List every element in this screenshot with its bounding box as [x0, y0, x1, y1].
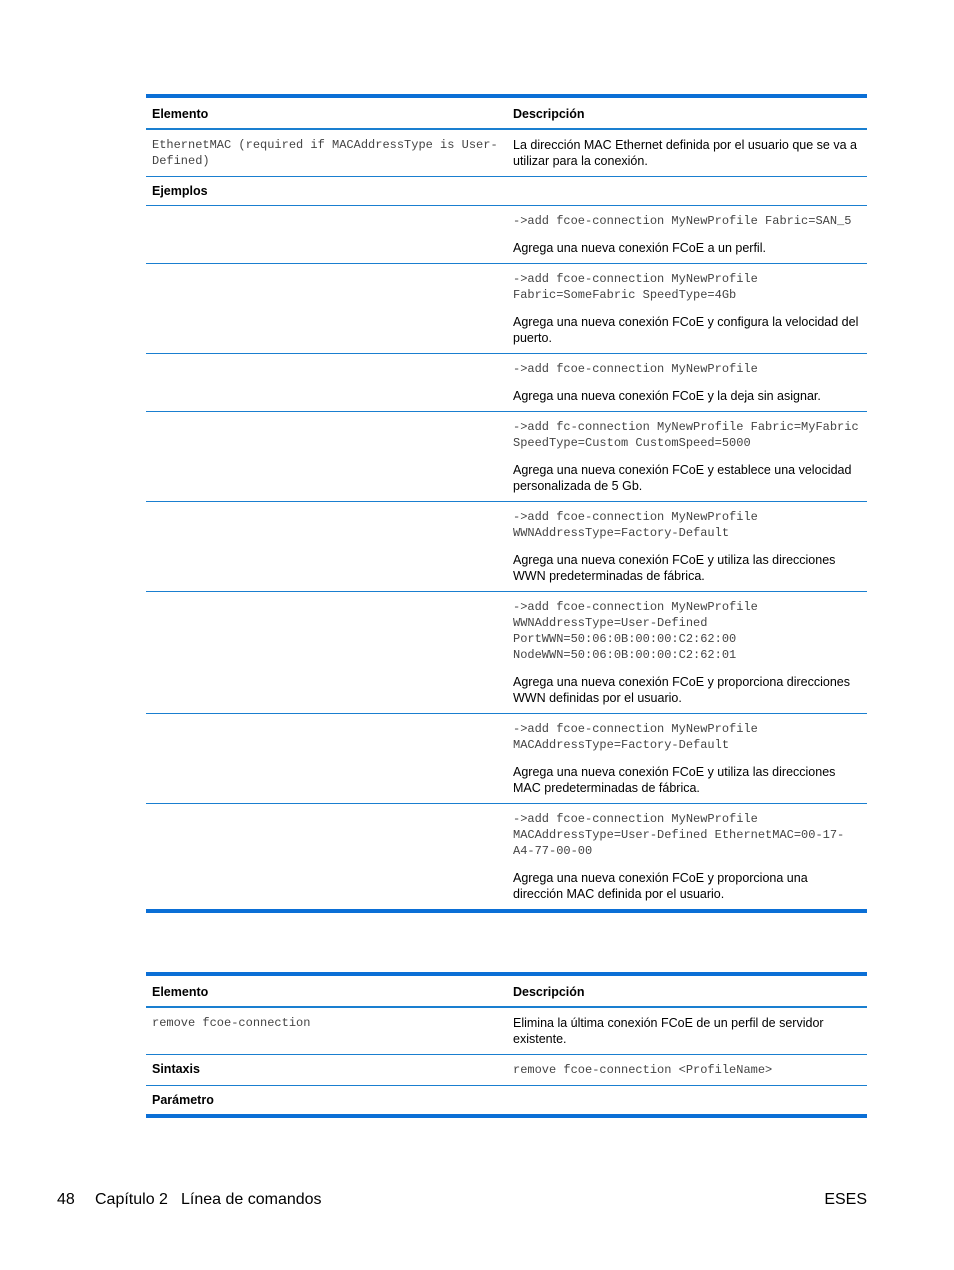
example-row	[146, 592, 867, 714]
empty-cell	[146, 592, 507, 713]
page-number: 48	[57, 1191, 75, 1208]
empty-cell	[507, 1086, 867, 1114]
empty-cell	[146, 354, 507, 411]
example-row	[146, 412, 867, 502]
example-cell	[507, 264, 867, 353]
example-description: Agrega una nueva conexión FCoE a un perfil.	[513, 241, 766, 255]
example-cell	[507, 354, 867, 411]
example-cell	[507, 502, 867, 591]
empty-cell	[146, 206, 507, 263]
table-header-row	[146, 98, 867, 130]
examples-label: Ejemplos	[152, 184, 208, 198]
language-code: ESES	[824, 1191, 867, 1208]
header-descripcion: Descripción	[513, 107, 585, 121]
example-description: Agrega una nueva conexión FCoE y configura la velocidad del puerto.	[513, 315, 859, 345]
element-ethernetmac: EthernetMAC (required if MACAddressType is User-Defined)	[152, 138, 498, 168]
example-cell	[507, 412, 867, 501]
example-command: ->add fcoe-connection MyNewProfile WWNAddressType=Factory-Default	[513, 510, 766, 540]
example-row	[146, 264, 867, 354]
empty-cell	[146, 714, 507, 803]
examples-heading-row	[146, 177, 867, 206]
table-row	[146, 1008, 867, 1055]
empty-cell	[146, 502, 507, 591]
example-row	[146, 206, 867, 264]
header-elemento: Elemento	[152, 107, 209, 121]
chapter-label: Capítulo 2	[95, 1191, 168, 1208]
empty-cell	[146, 412, 507, 501]
example-description: Agrega una nueva conexión FCoE y proporciona una dirección MAC definida por el usuario.	[513, 871, 808, 901]
empty-cell	[146, 264, 507, 353]
example-cell	[507, 714, 867, 803]
syntax-value: remove fcoe-connection <ProfileName>	[513, 1063, 773, 1077]
example-cell	[507, 206, 867, 263]
example-command: ->add fc-connection MyNewProfile Fabric=MyFabric SpeedType=Custom CustomSpeed=5000	[513, 420, 866, 450]
example-row	[146, 502, 867, 592]
element-remove-fcoe-connection: remove fcoe-connection	[152, 1016, 311, 1030]
table-row	[146, 130, 867, 177]
example-command: ->add fcoe-connection MyNewProfile WWNAddressType=User-Defined PortWWN=50:06:0B:00:00:C2:62:00 NodeWWN=50:06:0B:00:00:C2:62:01	[513, 600, 766, 662]
example-description: Agrega una nueva conexión FCoE y proporciona direcciones WWN definidas por el usuario.	[513, 675, 851, 705]
example-cell	[507, 804, 867, 909]
parameter-row	[146, 1086, 867, 1114]
syntax-row	[146, 1055, 867, 1086]
syntax-label: Sintaxis	[152, 1062, 200, 1076]
example-cell	[507, 592, 867, 713]
description-ethernetmac: La dirección MAC Ethernet definida por el usuario que se va a utilizar para la conexión.	[513, 138, 857, 168]
example-command: ->add fcoe-connection MyNewProfile Fabric=SAN_5	[513, 214, 852, 228]
example-description: Agrega una nueva conexión FCoE y utiliza las direcciones WWN predeterminadas de fábrica.	[513, 553, 836, 583]
example-command: ->add fcoe-connection MyNewProfile	[513, 362, 758, 376]
header-descripcion: Descripción	[513, 985, 585, 999]
example-command: ->add fcoe-connection MyNewProfile Fabric=SomeFabric SpeedType=4Gb	[513, 272, 766, 302]
table-remove-fcoe-connection	[146, 972, 867, 1118]
table-header-row	[146, 976, 867, 1008]
empty-cell	[146, 804, 507, 909]
parameter-label: Parámetro	[152, 1093, 214, 1107]
example-description: Agrega una nueva conexión FCoE y utiliza las direcciones MAC predeterminadas de fábrica.	[513, 765, 836, 795]
example-row	[146, 714, 867, 804]
header-elemento: Elemento	[152, 985, 209, 999]
table-bottom-rule	[146, 1114, 867, 1118]
empty-cell	[507, 177, 867, 205]
example-command: ->add fcoe-connection MyNewProfile MACAddressType=User-Defined EthernetMAC=00-17-A4-77-00-00	[513, 812, 845, 858]
example-row	[146, 354, 867, 412]
section-title: Línea de comandos	[181, 1191, 322, 1208]
example-command: ->add fcoe-connection MyNewProfile MACAddressType=Factory-Default	[513, 722, 766, 752]
description-remove-fcoe-connection: Elimina la última conexión FCoE de un perfil de servidor existente.	[513, 1016, 824, 1046]
example-description: Agrega una nueva conexión FCoE y establece una velocidad personalizada de 5 Gb.	[513, 463, 852, 493]
example-description: Agrega una nueva conexión FCoE y la deja sin asignar.	[513, 389, 821, 403]
example-row	[146, 804, 867, 909]
table-bottom-rule	[146, 909, 867, 913]
table-add-fcoe-connection	[146, 94, 867, 913]
